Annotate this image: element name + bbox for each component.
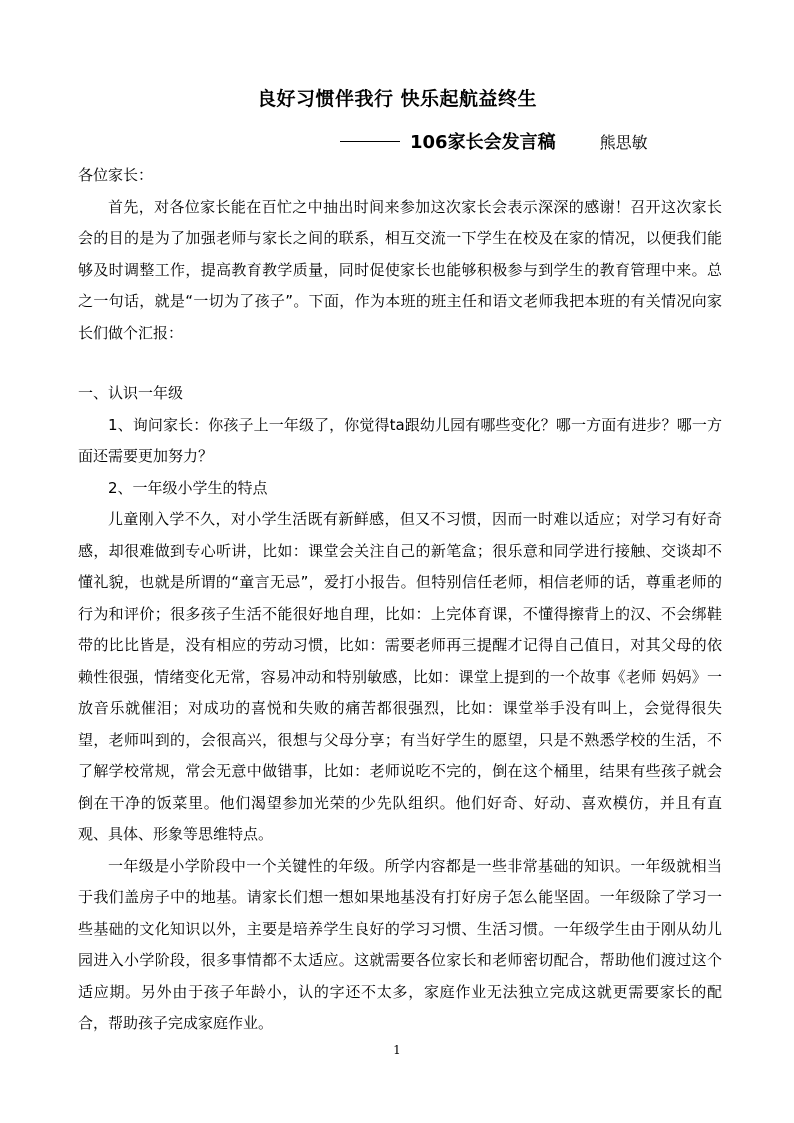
document-body-top xyxy=(78,160,722,349)
page-number: 1 xyxy=(393,1043,401,1057)
key-grade-paragraph: 一年级是小学阶段中一个关键性的年级。所学内容都是一些非常基础的知识。一年级就相当于我们盖房子中的地基。请家长们想一想如果地基没有打好房子怎么能坚固。一年级除了学习一些基础的文化知识以外，主要是培养学生良好的学习习惯、生活习惯。一年级学生由于刚从幼儿园进入小学阶段，很多事情都不太适应。这就需要各位家长和老师密切配合，帮助他们渡过这个适应期。另外由于孩子年龄小，认的字还不太多，家庭作业无法独立完成这就更需要家长的配合，帮助孩子完成家庭作业。 xyxy=(78,856,722,1032)
document-body-main xyxy=(78,378,722,1040)
intro-paragraph: 首先，对各位家长能在百忙之中抽出时间来参加这次家长会表示深深的感谢！召开这次家长会的目的是为了加强老师与家长之间的联系，相互交流一下学生在校及在家的情况，以便我们能够及时调整工作，提高教育教学质量，同时促使家长也能够积极参与到学生的教育管理中来。总之一句话，就是“一切为了孩子”。下面，作为本班的班主任和语文老师我把本班的有关情况向家长们做个汇报： xyxy=(78,197,722,342)
list-item: 1、询问家长：你孩子上一年级了，你觉得ta跟幼儿园有哪些变化？哪一方面有进步？哪一方面还需要更加努力？ xyxy=(78,415,722,465)
document-title: 良好习惯伴我行 快乐起航益终生 xyxy=(256,88,538,110)
section-heading: 一、认识一年级 xyxy=(78,384,184,402)
subtitle-row xyxy=(340,126,648,156)
salutation: 各位家长： xyxy=(78,166,154,184)
dash-line xyxy=(340,141,400,142)
author-name: 熊思敏 xyxy=(599,132,648,152)
features-paragraph: 儿童刚入学不久，对小学生活既有新鲜感，但又不习惯，因而一时难以适应；对学习有好奇感，却很难做到专心听讲，比如：课堂会关注自己的新笔盒；很乐意和同学进行接触、交谈却不懂礼貌，也就是所谓的“童言无忌”，爱打小报告。但特别信任老师，相信老师的话，尊重老师的行为和评价；很多孩子生活不能很好地自理，比如：上完体育课，不懂得擦背上的汉、不会绑鞋带的比比皆是，没有相应的劳动习惯，比如：需要老师再三提醒才记得自己值日，对其父母的依赖性很强，情绪变化无常，容易冲动和特别敏感，比如：课堂上提到的一个故事《老师 妈妈》一放音乐就催泪；对成功的喜悦和失败的痛苦都很强烈，比如：课堂举手没有叫上，会觉得很失望，老师叫到的，会很高兴，很想与父母分享；有当好学生的愿望，只是不熟悉学校的生活，不了解学校常规，常会无意中做错事，比如：老师说吃不完的，倒在这个桶里，结果有些孩子就会倒在干净的饭菜里。他们渴望参加光荣的少先队组织。他们好奇、好动、喜欢模仿，并且有直观、具体、形象等思维特点。 xyxy=(78,510,722,843)
list-item: 2、一年级小学生的特点 xyxy=(108,478,268,497)
document-subtitle: 106家长会发言稿 xyxy=(410,132,556,153)
